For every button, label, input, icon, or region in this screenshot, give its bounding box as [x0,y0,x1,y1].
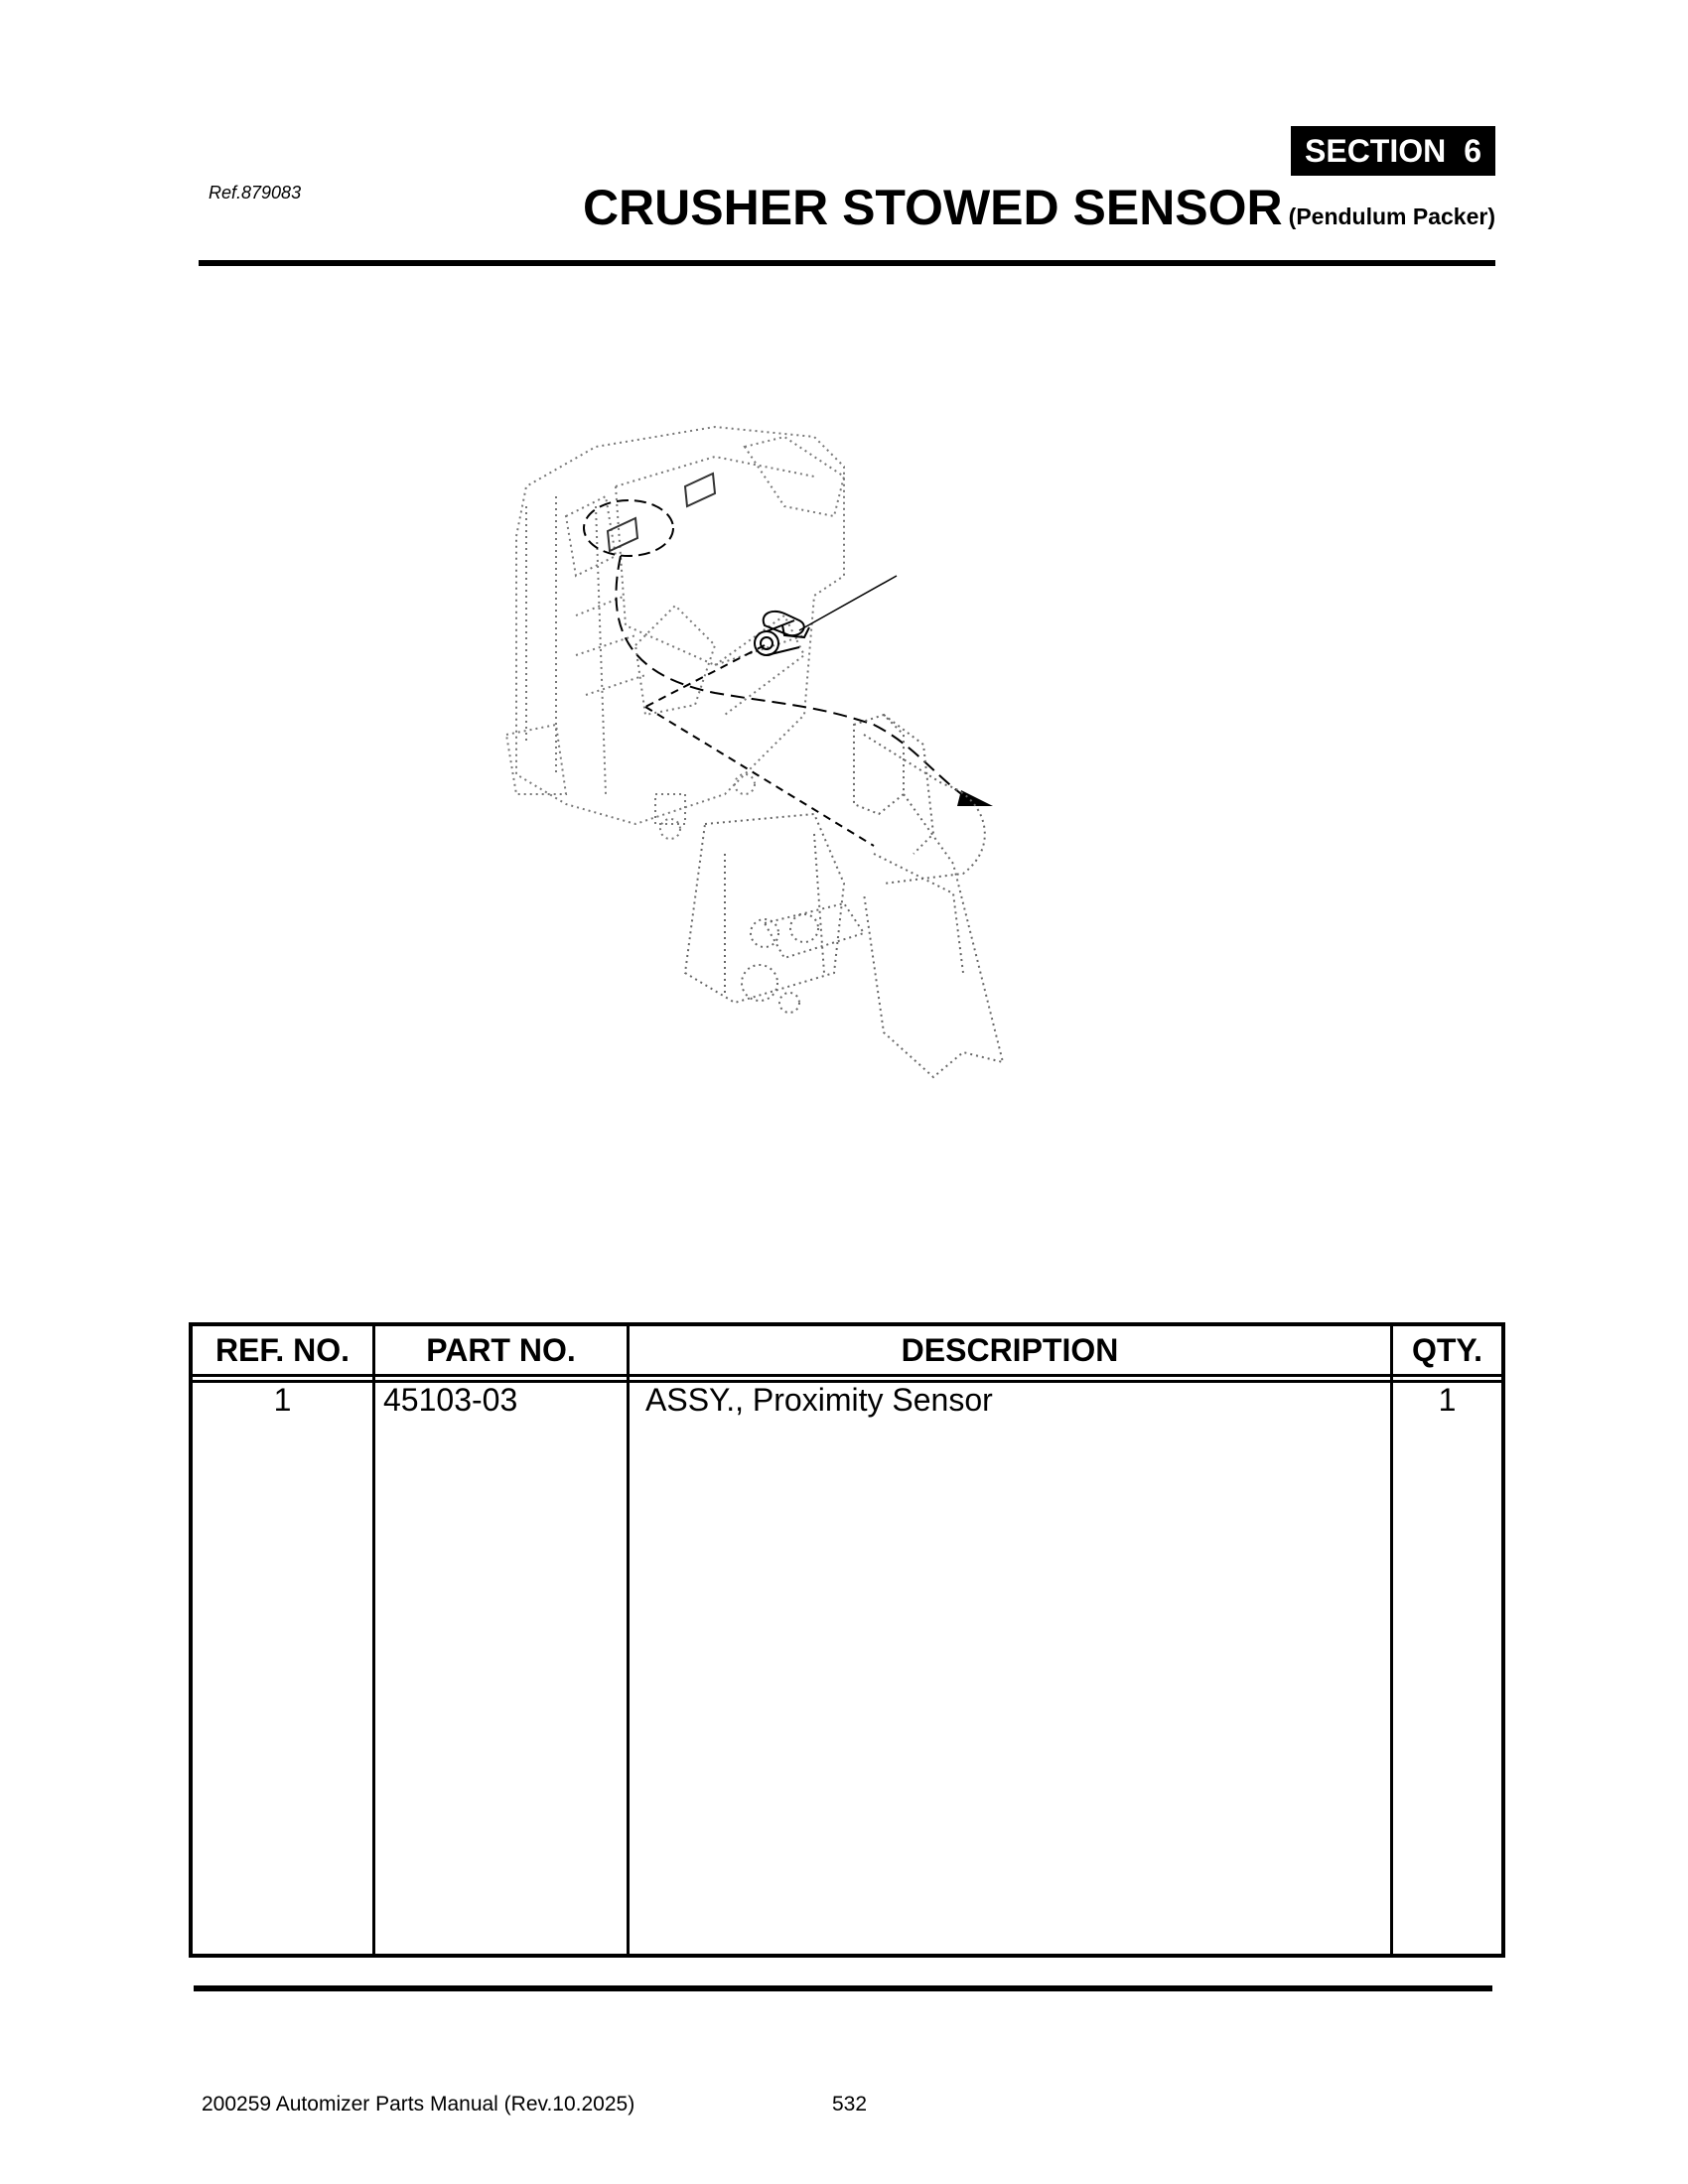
col-header-part-no: PART NO. [426,1331,576,1368]
column-divider [627,1326,630,1954]
reference-code: Ref.879083 [209,183,302,203]
section-label: SECTION [1305,132,1447,169]
section-number: 6 [1464,132,1481,169]
column-divider [372,1326,375,1954]
detail-callout-ellipse [584,500,673,556]
footer-rule [194,1985,1492,1991]
page-title-row [583,179,1495,236]
col-header-ref-no: REF. NO. [214,1331,351,1368]
footer-document-title: 200259 Automizer Parts Manual (Rev.10.2025) [202,2093,635,2116]
parts-table [189,1322,1505,1958]
exploded-view-diagram [487,417,1380,1271]
header-divider [193,1374,1501,1377]
col-header-description: DESCRIPTION [901,1331,1119,1368]
packer-machine-outline [506,427,844,839]
page-title: CRUSHER STOWED SENSOR [582,180,1283,235]
column-divider [1390,1326,1393,1954]
footer-page-number: 532 [832,2093,868,2116]
section-badge [1291,126,1495,176]
row-ref-no: 1 [273,1382,292,1418]
assembly-lines [645,645,874,846]
col-header-qty: QTY. [1411,1331,1483,1368]
row-part-no: 45103-03 [383,1382,518,1418]
row-qty: 1 [1438,1382,1457,1418]
page-subtitle: (Pendulum Packer) [1288,204,1495,229]
header-rule [199,260,1495,266]
crusher-assembly-outline [685,715,1003,1077]
machine-panels [608,474,715,551]
row-description: ASSY., Proximity Sensor [645,1382,993,1418]
leader-line [616,556,968,799]
